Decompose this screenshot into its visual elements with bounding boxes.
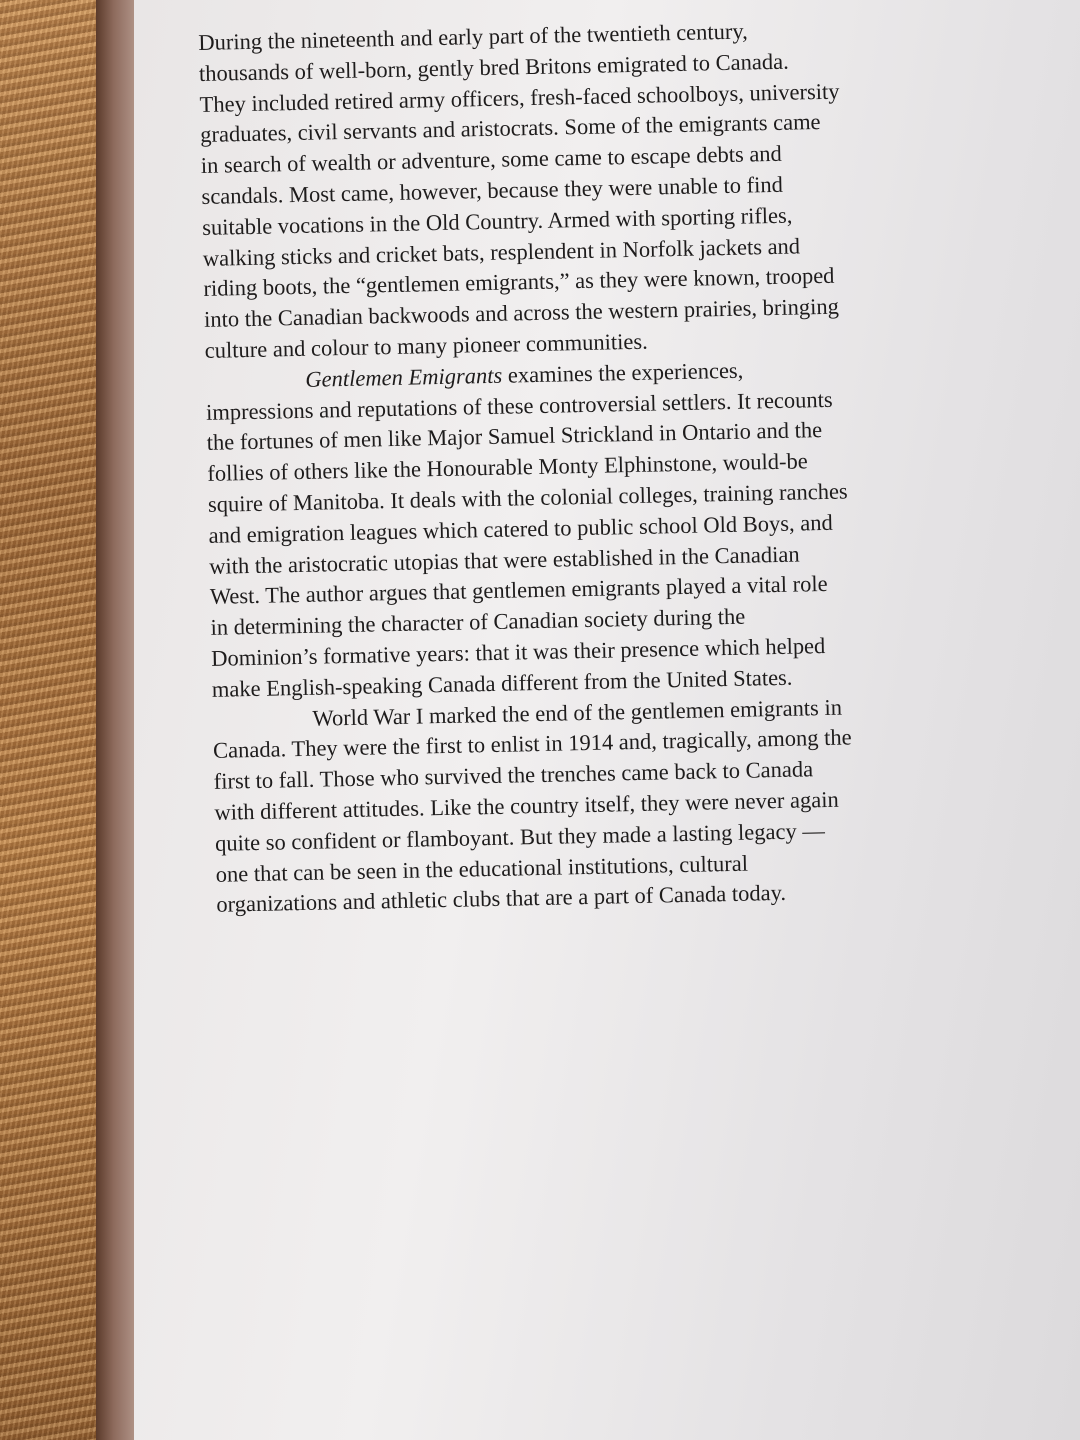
blurb-paragraph-2 <box>205 353 852 705</box>
blurb-paragraph-1: During the nineteenth and early part of the twentieth century, thousands of well-born, gently bred Britons emigrated to Canada. They included retired army officers, fresh-faced schoolboys, university graduates, civil servants and aristocrats. Some of the emigrants came in search of wealth or adventure, some came to escape debts and scandals. Most came, however, because they were unable to find suitable vocations in the Old Country. Armed with sporting rifles, walking sticks and cricket bats, resplendent in Norfolk jackets and riding boots, the “gentlemen emigrants,” as they were known, trooped into the Canadian backwoods and across the western prairies, bringing culture and colour to many pioneer communities. <box>198 18 840 363</box>
blurb-paragraph-2-text: examines the experiences, impressions and reputations of these controversial settlers. It recounts the fortunes of men like Major Samuel Strickland in Ontario and the follies of others like the Honourable Monty Elphinstone, would-be squire of Manitoba. It deals with the colonial colleges, training ranches and emigration leagues which catered to public school Old Boys, and with the aristocratic utopias that were established in the Canadian West. The author argues that gentlemen emigrants played a vital role in determining the character of Canadian society during the Dominion’s formative years: that it was their presence which helped make English-speaking Canada different from the United States. <box>205 357 848 702</box>
blurb-paragraph-3: World War I marked the end of the gentlemen emigrants in Canada. They were the first to enlist in 1914 and, tragically, among the first to fall. Those who survived the trenches came back to Canada with different attitudes. Like the country itself, they were never again quite so confident or flamboyant. But they made a lasting legacy — one that can be seen in the educational institutions, cultural organizations and athletic clubs that are a part of Canada today. <box>212 694 852 918</box>
book-title-italic: Gentlemen Emigrants <box>305 362 503 392</box>
jacket-blurb <box>198 15 857 921</box>
